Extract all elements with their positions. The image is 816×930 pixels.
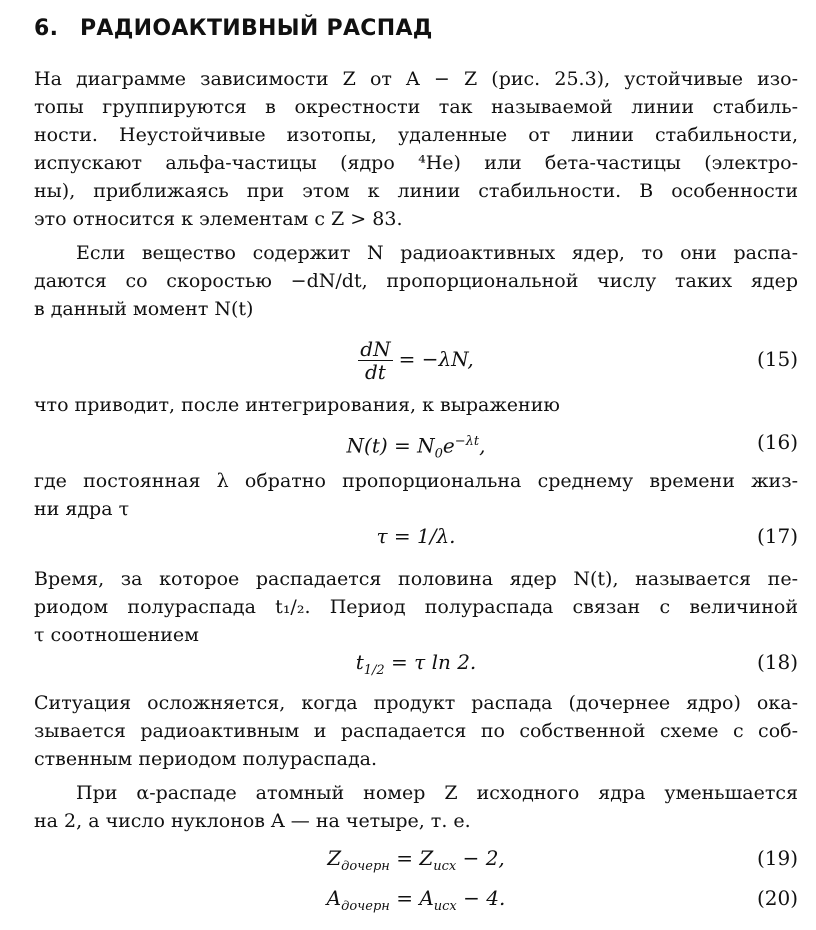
equation-number: (20) (756, 886, 798, 910)
equation-lhs: N(t) = N (346, 433, 435, 458)
text-line: испускают альфа-частицы (ядро ⁴He) или бета-частицы (электро- (34, 152, 798, 174)
equation-number: (17) (756, 524, 798, 548)
text-line: ны), приближаясь при этом к линии стабильности. В особенности (34, 180, 798, 202)
equation-mid: = A (389, 886, 434, 910)
equation-number: (15) (756, 347, 798, 371)
equation-lhs: A (326, 886, 342, 910)
equation-base: e (442, 433, 455, 458)
text-line: это относится к элементам с Z > 83. (34, 208, 403, 230)
equation-subscript: дочерн (341, 859, 390, 874)
equation-rhs: − 2, (456, 846, 505, 870)
equation-17 (34, 518, 798, 554)
equation-formula: τ = 1/λ. (376, 524, 456, 548)
text-line: риодом полураспада t₁/₂. Период полураспада связан с величиной (34, 596, 798, 618)
text-line: При α-распаде атомный номер Z исходного ядра уменьшается (76, 782, 798, 804)
equation-subscript: 1/2 (363, 663, 385, 678)
equation-18 (34, 644, 798, 680)
text-line: топы группируются в окрестности так называемой линии стабиль- (34, 96, 798, 118)
text-line: на 2, а число нуклонов A — на четыре, т. е. (34, 810, 471, 832)
text-line: зывается радиоактивным и распадается по собственной схеме с соб- (34, 720, 798, 742)
text-line: ности. Неустойчивые изотопы, удаленные от линии стабильности, (34, 124, 798, 146)
text-line: даются со скоростью −dN/dt, пропорциональной числу таких ядер (34, 270, 798, 292)
text-line: τ соотношением (34, 624, 199, 646)
equation-rhs: = τ ln 2. (384, 650, 477, 674)
text-line: что приводит, после интегрирования, к выражению (34, 394, 560, 416)
text-line: ственным периодом полураспада. (34, 748, 378, 770)
fraction-denominator: dt (365, 360, 386, 384)
text-line: Если вещество содержит N радиоактивных ядер, то они распа- (76, 242, 798, 264)
equation-15 (34, 335, 798, 383)
equation-subscript: исх (433, 899, 457, 914)
fraction (358, 338, 392, 383)
equation-number: (16) (756, 430, 798, 454)
text-line: Время, за которое распадается половина ядер N(t), называется пе- (34, 568, 798, 590)
equation-tail: , (479, 433, 486, 458)
section-title: РАДИОАКТИВНЫЙ РАСПАД (80, 16, 433, 41)
equation-subscript: дочерн (341, 899, 390, 914)
equation-lhs: Z (327, 846, 342, 870)
equation-19 (34, 840, 798, 876)
equation-mid: = Z (389, 846, 434, 870)
section-heading (34, 16, 433, 41)
equation-superscript: −λt (454, 434, 480, 449)
text-line: На диаграмме зависимости Z от A − Z (рис. 25.3), устойчивые изо- (34, 68, 798, 90)
text-line: в данный момент N(t) (34, 298, 254, 320)
fraction-numerator: dN (360, 337, 391, 361)
text-line: Ситуация осложняется, когда продукт распада (дочернее ядро) ока- (34, 692, 798, 714)
equation-subscript: исх (433, 859, 457, 874)
equation-number: (18) (756, 650, 798, 674)
text-line: ни ядра τ (34, 498, 130, 520)
section-number: 6. (34, 16, 59, 41)
equation-16 (34, 424, 798, 460)
equation-number: (19) (756, 846, 798, 870)
equation-subscript: 0 (434, 446, 443, 462)
text-line: где постоянная λ обратно пропорциональна среднему времени жиз- (34, 470, 798, 492)
equation-lhs: t (355, 650, 364, 674)
equation-rhs: = −λN, (398, 347, 474, 371)
equation-rhs: − 4. (456, 886, 506, 910)
equation-20 (34, 880, 798, 916)
